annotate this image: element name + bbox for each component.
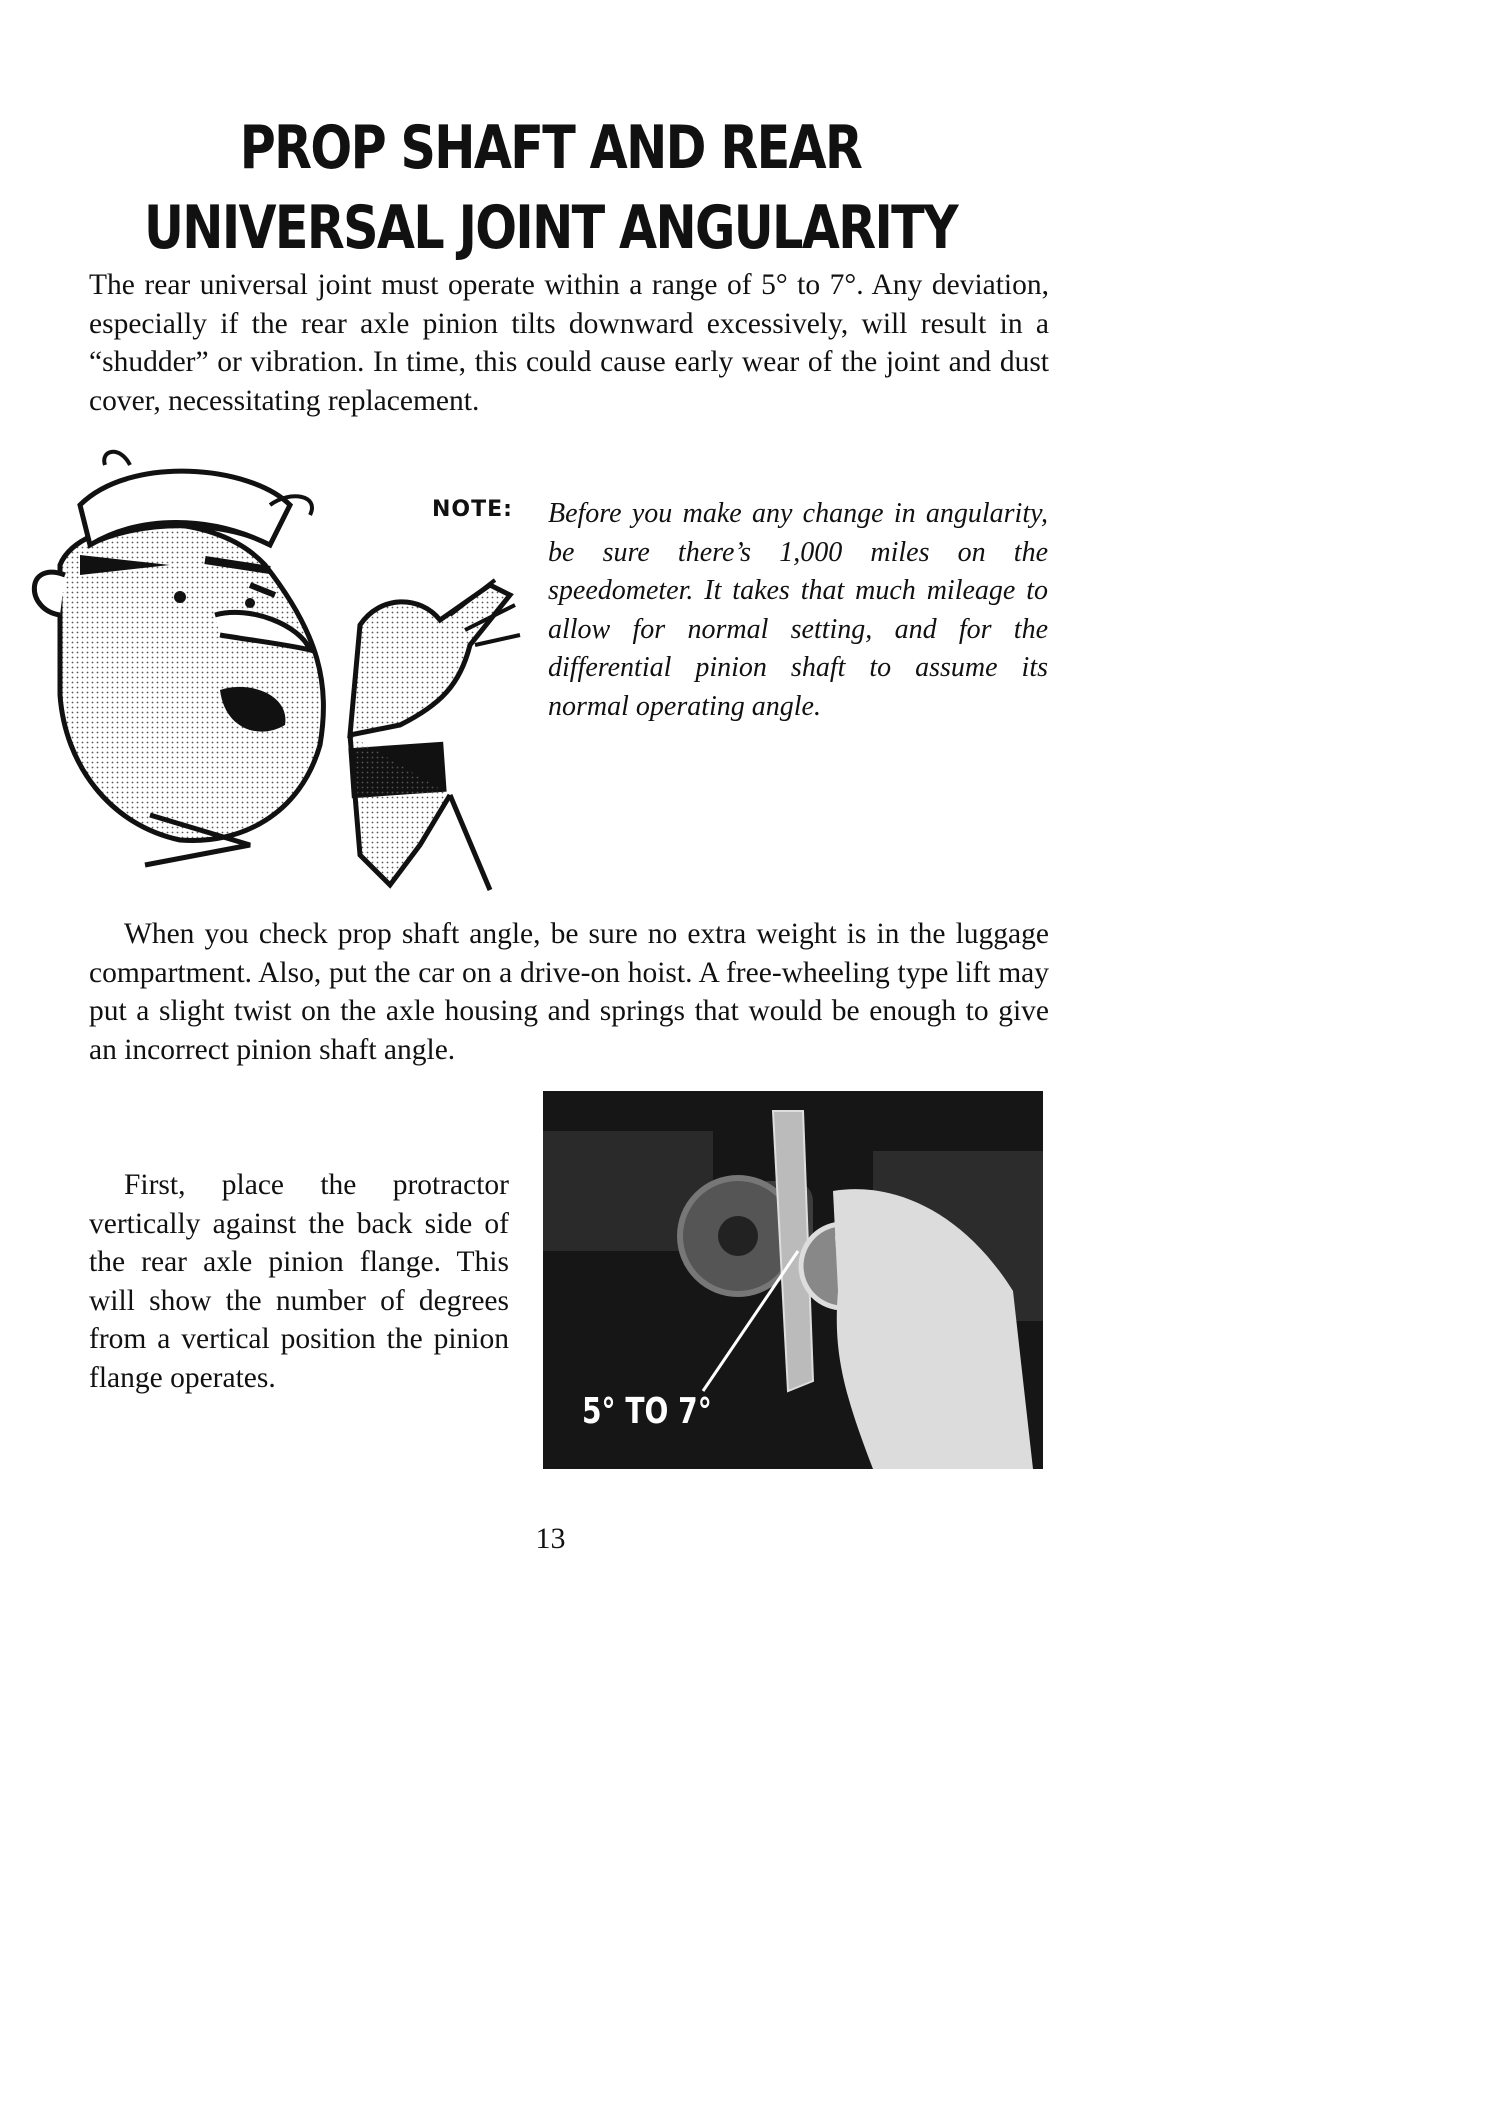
angle-range-label: 5° TO 7°	[582, 1391, 712, 1432]
page-title	[99, 108, 1002, 268]
note-text: Before you make any change in angularity, be sure there’s 1,000 miles on the speedometer. It takes that much mileage to allow for normal setting, and for the differential pinion shaft to assume its normal operating angle.	[548, 498, 1048, 722]
intro-paragraph: The rear universal joint must operate within a range of 5° to 7°. Any deviation, especially if the rear axle pinion tilts downward excessively, will result in a “shudder” or vibration. In time, this could cause early wear of the joint and dust cover, necessitating replacement.	[89, 269, 1049, 417]
protractor-instruction-paragraph: First, place the protractor vertically against the back side of the rear axle pinion flange. This will show the number of degrees from a vertical position the pinion flange operates.	[89, 1169, 509, 1394]
prop-shaft-paragraph: When you check prop shaft angle, be sure no extra weight is in the luggage compartment. Also, put the car on a drive-on hoist. A free-wheeling type lift may put a slight twist on the axle housing and springs that would be enough to give an incorrect pinion shaft angle.	[89, 918, 1049, 1066]
title-line-1: PROP SHAFT AND REAR	[239, 113, 862, 183]
note-label: NOTE:	[432, 497, 513, 522]
page-number: 13	[535, 1522, 566, 1555]
title-line-2: UNIVERSAL JOINT ANGULARITY	[143, 193, 958, 263]
protractor-photo	[543, 1091, 1043, 1469]
